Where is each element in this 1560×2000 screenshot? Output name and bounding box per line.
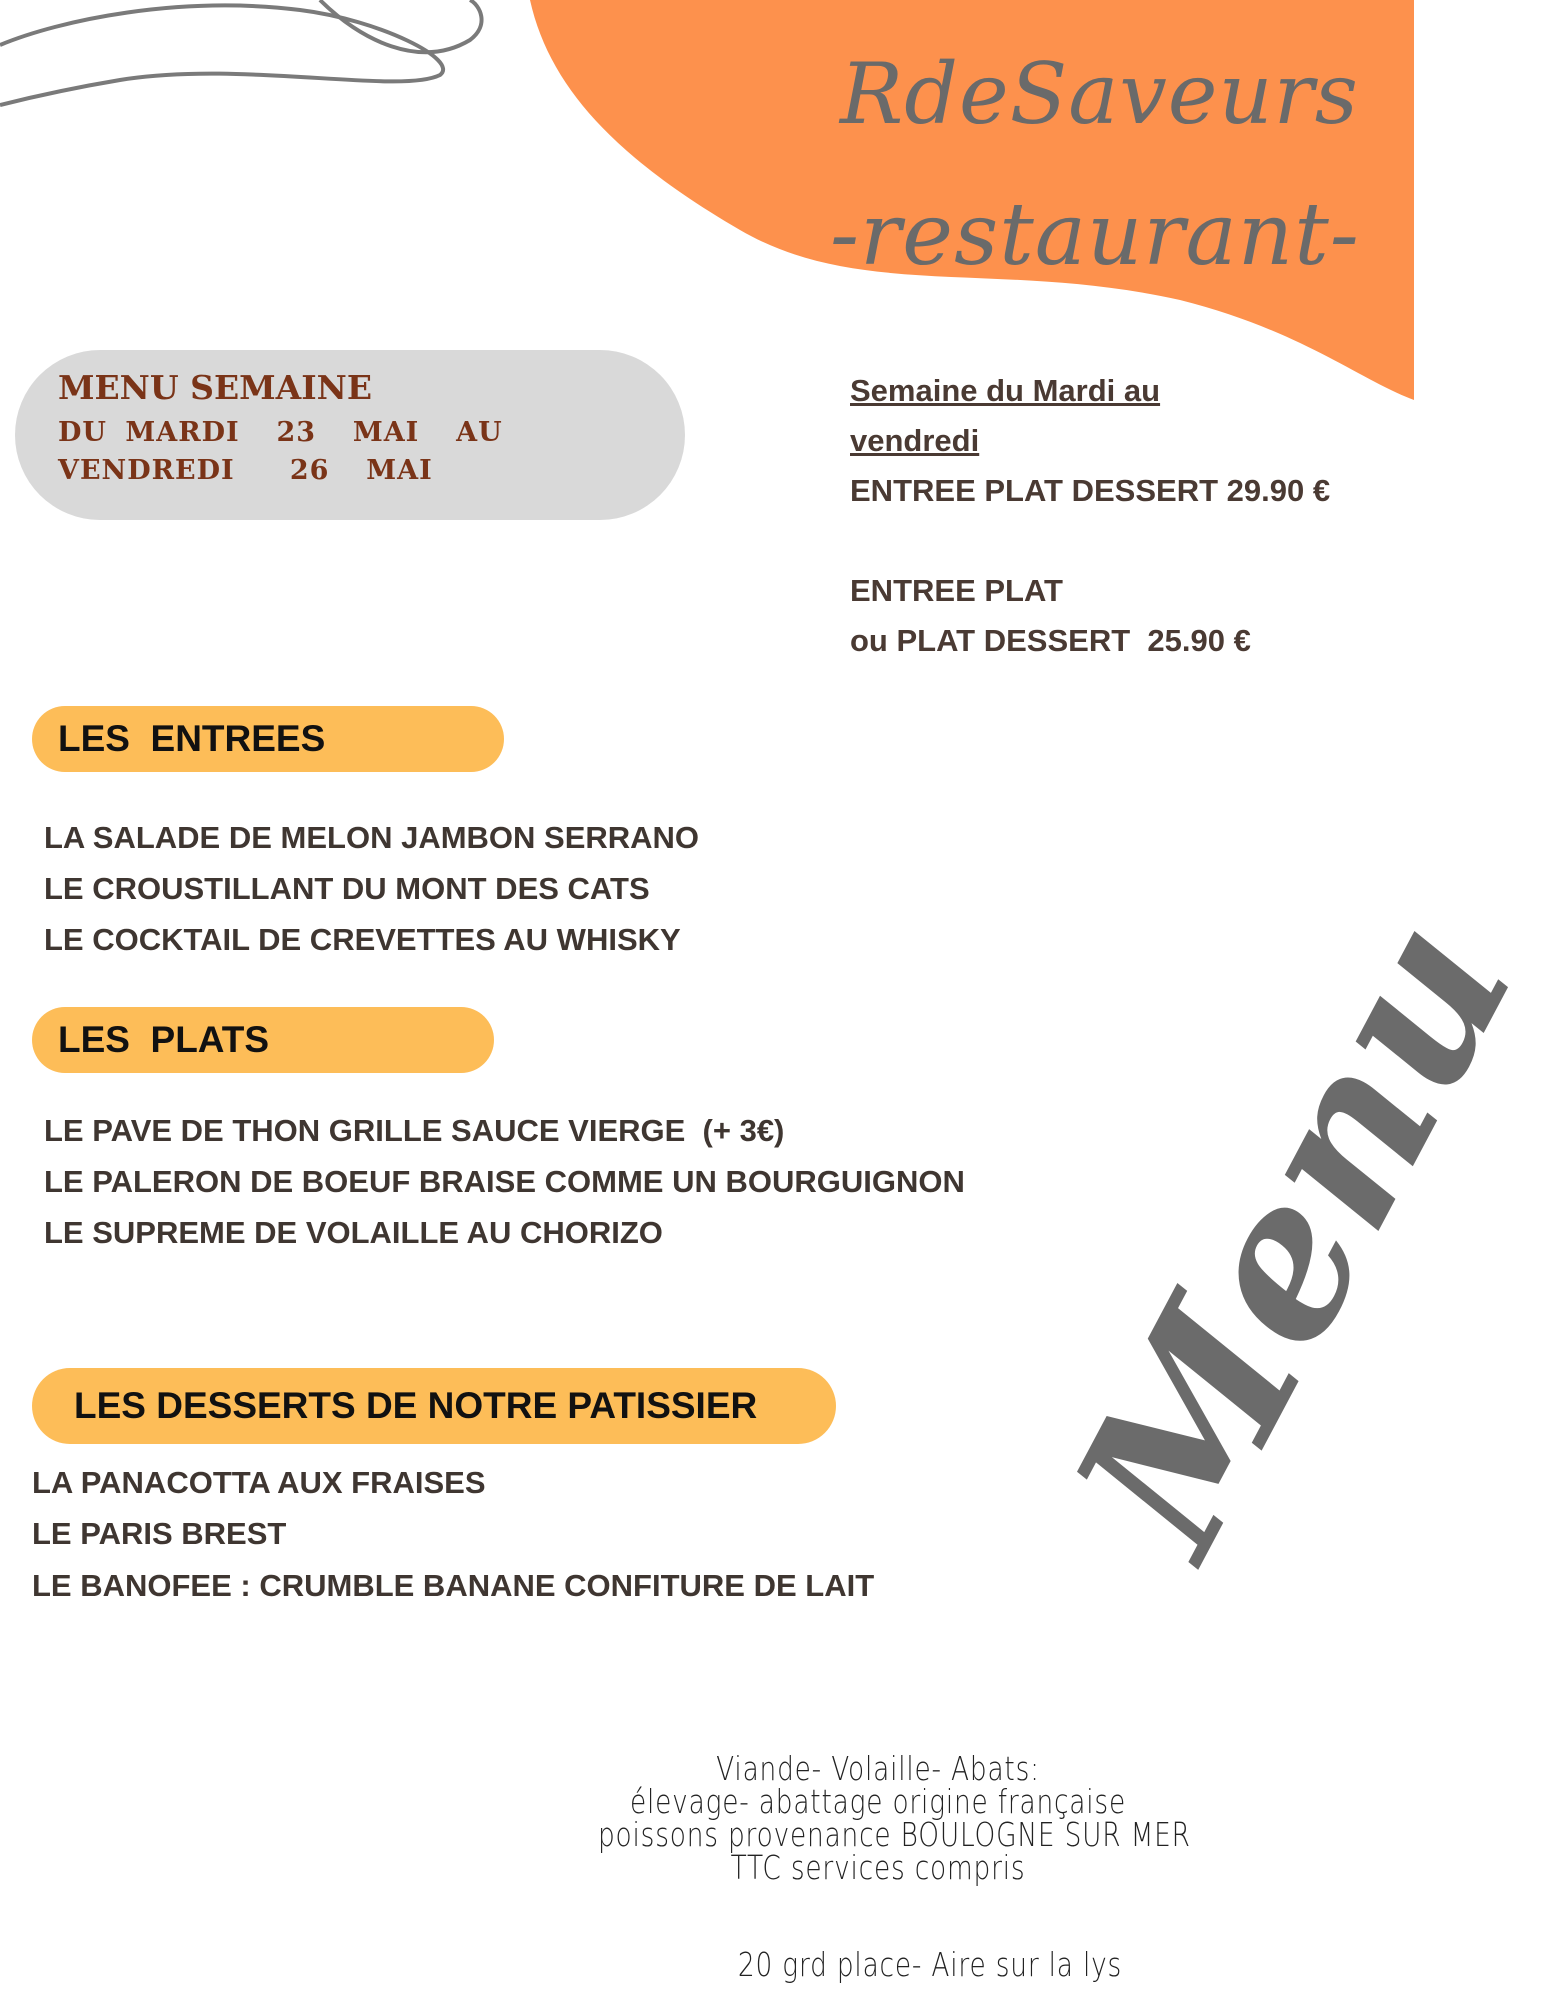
pricing-formula-two-line2: ou PLAT DESSERT 25.90 €	[850, 623, 1251, 658]
week-dates-line1: DU MARDI 23 MAI AU	[58, 417, 503, 448]
pricing-formula-two-line1: ENTREE PLAT	[850, 573, 1063, 608]
brand-name: RdeSaveurs	[840, 45, 1359, 143]
footer-note-line2: élevage- abattage origine française	[629, 1782, 1127, 1821]
dish-item: LE CROUSTILLANT DU MONT DES CATS	[44, 871, 650, 906]
week-title: MENU SEMAINE	[58, 368, 372, 407]
footer-address: 20 grd place- Aire sur la lys	[737, 1945, 1123, 1984]
dish-item: LE PALERON DE BOEUF BRAISE COMME UN BOURGUIGNON	[44, 1164, 965, 1199]
pricing-heading-line2: vendredi	[850, 423, 980, 458]
dish-item: LE PAVE DE THON GRILLE SAUCE VIERGE (+ 3€)	[44, 1113, 785, 1148]
dish-item: LE PARIS BREST	[32, 1516, 287, 1551]
brand-subtitle: -restaurant-	[830, 185, 1360, 285]
dish-item: LE SUPREME DE VOLAILLE AU CHORIZO	[44, 1215, 663, 1250]
dish-item: LE COCKTAIL DE CREVETTES AU WHISKY	[44, 922, 681, 957]
footer-note-line4: TTC services compris	[730, 1848, 1026, 1887]
menu-script-word: Menu	[1027, 879, 1560, 1589]
section-title-desserts: LES DESSERTS DE NOTRE PATISSIER	[32, 1368, 836, 1444]
pricing-formula-full: ENTREE PLAT DESSERT 29.90 €	[850, 473, 1331, 508]
dish-item: LA SALADE DE MELON JAMBON SERRANO	[44, 820, 700, 855]
week-dates-line2: VENDREDI 26 MAI	[58, 455, 433, 486]
section-title-entrees: LES ENTREES	[32, 706, 504, 772]
pricing-heading-line1: Semaine du Mardi au	[850, 373, 1161, 408]
dish-item: LE BANOFEE : CRUMBLE BANANE CONFITURE DE LAIT	[32, 1568, 875, 1603]
footer-note-line1: Viande- Volaille- Abats:	[716, 1749, 1040, 1788]
dish-item: LA PANACOTTA AUX FRAISES	[32, 1465, 486, 1500]
footer-note-line3: poissons provenance BOULOGNE SUR MER	[598, 1815, 1191, 1854]
section-title-plats: LES PLATS	[32, 1007, 494, 1073]
